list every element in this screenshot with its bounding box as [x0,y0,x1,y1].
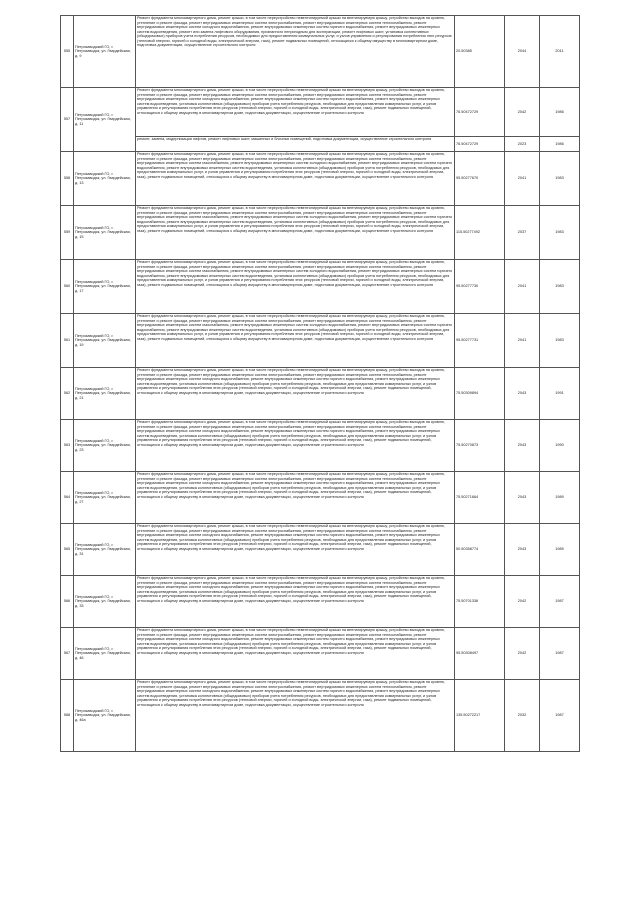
cost-cell: 95.50277670 [455,152,505,206]
build-year-cell: 1983 [540,206,580,260]
cost-cell: 115.50277492 [455,206,505,260]
work-description-cell: Ремонт фундамента многоквартирного дома, ремонт крыши, в том числе переустройство невентилируемой крыши на вентилируемую крышу, устройство выходов на кровлю, утепление и ремонт фасада, ремонт внутридомовых инженерных систем электроснабжения, ремонт внутридомовых инженерных систем теплоснабжения, ремонт внутридомовых инженерных систем холодного водоснабжения, ремонт внутридомовых инженерных систем горячего водоснабжения, ремонт внутридомовых инженерных систем водоотведения, установка коллективных (общедомовых) приборов учета потребления ресурсов, необходимых для предоставления коммунальных услуг, и узлов управления и регулирования потребления этих ресурсов (тепловой энергии, горячей и холодной воды, электрической энергии, газа), ремонт подвальных помещений, относящихся к общему имуществу в многоквартирном доме, подготовка документации, осуществление строительного контроля [136,420,455,472]
planned-year-cell: 2042 [505,576,540,628]
cost-cell: 50.50358774 [455,524,505,576]
address-cell: Петрозаводский ГО, г. Петрозаводск, ул. Гвардейская, д. 17 [74,260,136,314]
build-year-cell: 1990 [540,420,580,472]
row-number: 561 [61,314,74,368]
table-row [61,420,580,472]
planned-year-cell: 2041 [505,260,540,314]
work-description-cell: Ремонт фундамента многоквартирного дома, ремонт крыши, в том числе переустройство невентилируемой крыши на вентилируемую крышу, устройство выходов на кровлю, утепление и ремонт фасада, ремонт внутридомовых инженерных систем электроснабжения, ремонт внутридомовых инженерных систем теплоснабжения, ремонт внутридомовых инженерных систем холодного водоснабжения, ремонт внутридомовых инженерных систем горячего водоснабжения, ремонт внутридомовых инженерных систем водоотведения, ремонт или замена лифтового оборудования, признанного непригодным для эксплуатации, ремонт лифтовых шахт, установка коллективных (общедомовых) приборов учета потребления ресурсов, необходимых для предоставления коммунальных услуг, и узлов управления и регулирования потребления этих ресурсов (тепловой энергии, горячей и холодной воды, электрической энергии, газа), ремонт подвальных помещений, относящихся к общему имуществу в многоквартирном доме, подготовка документации, осуществление строительного контроля [136,16,455,88]
work-description-cell: Ремонт фундамента многоквартирного дома, ремонт крыши, в том числе переустройство невентилируемой крыши на вентилируемую крышу, устройство выходов на кровлю, утепление и ремонт фасада, ремонт внутридомовых инженерных систем электроснабжения, ремонт внутридомовых инженерных систем теплоснабжения, ремонт внутридомовых инженерных систем газоснабжения, ремонт внутридомовых инженерных систем холодного водоснабжения, ремонт внутридомовых инженерных систем горячего водоснабжения, ремонт внутридомовых инженерных систем водоотведения, установка коллективных (общедомовых) приборов учета потребления ресурсов, необходимых для предоставления коммунальных услуг, и узлов управления и регулирования потребления этих ресурсов (тепловой энергии, горячей и холодной воды, электрической энергии, газа), ремонт подвальных помещений, относящихся к общему имуществу в многоквартирном доме, подготовка документации, осуществление строительного контроля [136,152,455,206]
cost-cell: 75.50701336 [455,576,505,628]
cost-cell: 76.50472729 [455,88,505,137]
planned-year-cell: 2041 [505,152,540,206]
row-number: 555 [61,16,74,88]
row-number: 564 [61,472,74,524]
cost-cell: 135.50272217 [455,680,505,752]
build-year-cell: 1986 [540,137,580,152]
row-number: 565 [61,524,74,576]
work-description-cell: Ремонт фундамента многоквартирного дома, ремонт крыши, в том числе переустройство невентилируемой крыши на вентилируемую крышу, устройство выходов на кровлю, утепление и ремонт фасада, ремонт внутридомовых инженерных систем электроснабжения, ремонт внутридомовых инженерных систем теплоснабжения, ремонт внутридомовых инженерных систем холодного водоснабжения, ремонт внутридомовых инженерных систем горячего водоснабжения, ремонт внутридомовых инженерных систем водоотведения, установка коллективных (общедомовых) приборов учета потребления ресурсов, необходимых для предоставления коммунальных услуг, и узлов управления и регулирования потребления этих ресурсов (тепловой энергии, горячей и холодной воды, электрической энергии, газа), ремонт подвальных помещений, относящихся к общему имуществу в многоквартирном доме, подготовка документации, осуществление строительного контроля [136,628,455,680]
planned-year-cell: 2037 [505,206,540,260]
row-number: 557 [61,88,74,152]
build-year-cell: 1991 [540,368,580,420]
table-row [61,152,580,206]
table-row [61,628,580,680]
work-description-cell: Ремонт фундамента многоквартирного дома, ремонт крыши, в том числе переустройство невентилируемой крыши на вентилируемую крышу, устройство выходов на кровлю, утепление и ремонт фасада, ремонт внутридомовых инженерных систем электроснабжения, ремонт внутридомовых инженерных систем теплоснабжения, ремонт внутридомовых инженерных систем холодного водоснабжения, ремонт внутридомовых инженерных систем горячего водоснабжения, ремонт внутридомовых инженерных систем водоотведения, установка коллективных (общедомовых) приборов учета потребления ресурсов, необходимых для предоставления коммунальных услуг, и узлов управления и регулирования потребления этих ресурсов (тепловой энергии, горячей и холодной воды, электрической энергии, газа), ремонт подвальных помещений, относящихся к общему имуществу в многоквартирном доме, подготовка документации, осуществление строительного контроля [136,680,455,752]
address-cell: Петрозаводский ГО, г. Петрозаводск, ул. Гвардейская, д. 15 [74,206,136,260]
row-number: 558 [61,152,74,206]
work-description-cell: Ремонт фундамента многоквартирного дома, ремонт крыши, в том числе переустройство невентилируемой крыши на вентилируемую крышу, устройство выходов на кровлю, утепление и ремонт фасада, ремонт внутридомовых инженерных систем электроснабжения, ремонт внутридомовых инженерных систем теплоснабжения, ремонт внутридомовых инженерных систем газоснабжения, ремонт внутридомовых инженерных систем холодного водоснабжения, ремонт внутридомовых инженерных систем горячего водоснабжения, ремонт внутридомовых инженерных систем водоотведения, установка коллективных (общедомовых) приборов учета потребления ресурсов, необходимых для предоставления коммунальных услуг, и узлов управления и регулирования потребления этих ресурсов (тепловой энергии, горячей и холодной воды, электрической энергии, газа), ремонт подвальных помещений, относящихся к общему имуществу в многоквартирном доме, подготовка документации, осуществление строительного контроля [136,314,455,368]
planned-year-cell: 2042 [505,628,540,680]
address-cell: Петрозаводский ГО, г. Петрозаводск, ул. Гвардейская, д. 21 [74,368,136,420]
build-year-cell: 1986 [540,88,580,137]
table-row [61,16,580,88]
build-year-cell: 1987 [540,576,580,628]
work-description-cell: Ремонт фундамента многоквартирного дома, ремонт крыши, в том числе переустройство невентилируемой крыши на вентилируемую крышу, устройство выходов на кровлю, утепление и ремонт фасада, ремонт внутридомовых инженерных систем электроснабжения, ремонт внутридомовых инженерных систем теплоснабжения, ремонт внутридомовых инженерных систем холодного водоснабжения, ремонт внутридомовых инженерных систем горячего водоснабжения, ремонт внутридомовых инженерных систем водоотведения, установка коллективных (общедомовых) приборов учета потребления ресурсов, необходимых для предоставления коммунальных услуг, и узлов управления и регулирования потребления этих ресурсов (тепловой энергии, горячей и холодной воды, электрической энергии, газа), ремонт подвальных помещений, относящихся к общему имуществу в многоквартирном доме, подготовка документации, осуществление строительного контроля [136,524,455,576]
table-row [61,88,580,137]
work-description-cell: ремонт, замена, модернизация лифтов, ремонт лифтовых шахт, машинных и блочных помещений, подготовка документации, осуществление строительного контроля [136,137,455,152]
work-description-cell: Ремонт фундамента многоквартирного дома, ремонт крыши, в том числе переустройство невентилируемой крыши на вентилируемую крышу, устройство выходов на кровлю, утепление и ремонт фасада, ремонт внутридомовых инженерных систем электроснабжения, ремонт внутридомовых инженерных систем теплоснабжения, ремонт внутридомовых инженерных систем холодного водоснабжения, ремонт внутридомовых инженерных систем горячего водоснабжения, ремонт внутридомовых инженерных систем водоотведения, установка коллективных (общедомовых) приборов учета потребления ресурсов, необходимых для предоставления коммунальных услуг, и узлов управления и регулирования потребления этих ресурсов (тепловой энергии, горячей и холодной воды, электрической энергии, газа), ремонт подвальных помещений, относящихся к общему имуществу в многоквартирном доме, подготовка документации, осуществление строительного контроля [136,368,455,420]
planned-year-cell: 2044 [505,16,540,88]
address-cell: Петрозаводский ГО, г. Петрозаводск, ул. Гвардейская, д. 46 [74,628,136,680]
address-cell: Петрозаводский ГО, г. Петрозаводск, ул. Гвардейская, д. 13 [74,152,136,206]
address-cell: Петрозаводский ГО, г. Петрозаводск, ул. Гвардейская, д. 11 [74,88,136,152]
cost-cell: 75.50309894 [455,368,505,420]
table-row [61,472,580,524]
row-number: 560 [61,260,74,314]
row-number: 566 [61,576,74,628]
build-year-cell: 1989 [540,472,580,524]
planned-year-cell: 2041 [505,314,540,368]
table-row [61,137,580,152]
cost-cell: 75.50271664 [455,472,505,524]
table-row [61,260,580,314]
work-description-cell: Ремонт фундамента многоквартирного дома, ремонт крыши, в том числе переустройство невентилируемой крыши на вентилируемую крышу, устройство выходов на кровлю, утепление и ремонт фасада, ремонт внутридомовых инженерных систем электроснабжения, ремонт внутридомовых инженерных систем теплоснабжения, ремонт внутридомовых инженерных систем холодного водоснабжения, ремонт внутридомовых инженерных систем горячего водоснабжения, ремонт внутридомовых инженерных систем водоотведения, установка коллективных (общедомовых) приборов учета потребления ресурсов, необходимых для предоставления коммунальных услуг, и узлов управления и регулирования потребления этих ресурсов (тепловой энергии, горячей и холодной воды, электрической энергии, газа), ремонт подвальных помещений, относящихся к общему имуществу в многоквартирном доме, подготовка документации, осуществление строительного контроля [136,576,455,628]
row-number: 563 [61,420,74,472]
row-number: 562 [61,368,74,420]
cost-cell: 95.50277731 [455,314,505,368]
cost-cell: 75.50270873 [455,420,505,472]
address-cell: Петрозаводский ГО, г. Петрозаводск, ул. Гвардейская, д. 19 [74,314,136,368]
address-cell: Петрозаводский ГО, г. Петрозаводск, ул. Гвардейская, д. 27 [74,472,136,524]
planned-year-cell: 2043 [505,368,540,420]
address-cell: Петрозаводский ГО, г. Петрозаводск, ул. Гвардейская, д. 46а [74,680,136,752]
planned-year-cell: 2043 [505,420,540,472]
planned-year-cell: 2043 [505,524,540,576]
address-cell: Петрозаводский ГО, г. Петрозаводск, ул. Гвардейская, д. 9 [74,16,136,88]
address-cell: Петрозаводский ГО, г. Петрозаводск, ул. Гвардейская, д. 31 [74,524,136,576]
table-row [61,524,580,576]
table-row [61,368,580,420]
table-row [61,206,580,260]
planned-year-cell: 2032 [505,680,540,752]
build-year-cell: 1987 [540,628,580,680]
build-year-cell: 1989 [540,524,580,576]
build-year-cell: 1983 [540,314,580,368]
housing-repair-table [60,15,580,752]
work-description-cell: Ремонт фундамента многоквартирного дома, ремонт крыши, в том числе переустройство невентилируемой крыши на вентилируемую крышу, устройство выходов на кровлю, утепление и ремонт фасада, ремонт внутридомовых инженерных систем электроснабжения, ремонт внутридомовых инженерных систем теплоснабжения, ремонт внутридомовых инженерных систем холодного водоснабжения, ремонт внутридомовых инженерных систем горячего водоснабжения, ремонт внутридомовых инженерных систем водоотведения, установка коллективных (общедомовых) приборов учета потребления ресурсов, необходимых для предоставления коммунальных услуг, и узлов управления и регулирования потребления этих ресурсов (тепловой энергии, горячей и холодной воды, электрической энергии, газа), ремонт подвальных помещений, относящихся к общему имуществу в многоквартирном доме, подготовка документации, осуществление строительного контроля [136,472,455,524]
planned-year-cell: 2042 [505,88,540,137]
row-number: 567 [61,628,74,680]
cost-cell: 95.50277730 [455,260,505,314]
cost-cell: 95.50308497 [455,628,505,680]
planned-year-cell: 2043 [505,472,540,524]
build-year-cell: 1983 [540,152,580,206]
build-year-cell: 1983 [540,260,580,314]
work-description-cell: Ремонт фундамента многоквартирного дома, ремонт крыши, в том числе переустройство невентилируемой крыши на вентилируемую крышу, устройство выходов на кровлю, утепление и ремонт фасада, ремонт внутридомовых инженерных систем электроснабжения, ремонт внутридомовых инженерных систем теплоснабжения, ремонт внутридомовых инженерных систем газоснабжения, ремонт внутридомовых инженерных систем холодного водоснабжения, ремонт внутридомовых инженерных систем горячего водоснабжения, ремонт внутридомовых инженерных систем водоотведения, установка коллективных (общедомовых) приборов учета потребления ресурсов, необходимых для предоставления коммунальных услуг, и узлов управления и регулирования потребления этих ресурсов (тепловой энергии, горячей и холодной воды, электрической энергии, газа), ремонт подвальных помещений, относящихся к общему имуществу в многоквартирном доме, подготовка документации, осуществление строительного контроля [136,260,455,314]
row-number: 568 [61,680,74,752]
cost-cell: 76.50472729 [455,137,505,152]
address-cell: Петрозаводский ГО, г. Петрозаводск, ул. Гвардейская, д. 23 [74,420,136,472]
row-number: 559 [61,206,74,260]
work-description-cell: Ремонт фундамента многоквартирного дома, ремонт крыши, в том числе переустройство невентилируемой крыши на вентилируемую крышу, устройство выходов на кровлю, утепление и ремонт фасада, ремонт внутридомовых инженерных систем электроснабжения, ремонт внутридомовых инженерных систем теплоснабжения, ремонт внутридомовых инженерных систем холодного водоснабжения, ремонт внутридомовых инженерных систем горячего водоснабжения, ремонт внутридомовых инженерных систем водоотведения, установка коллективных (общедомовых) приборов учета потребления ресурсов, необходимых для предоставления коммунальных услуг, и узлов управления и регулирования потребления этих ресурсов (тепловой энергии, горячей и холодной воды, электрической энергии, газа), ремонт подвальных помещений, относящихся к общему имуществу в многоквартирном доме, подготовка документации, осуществление строительного контроля [136,88,455,137]
table-row [61,576,580,628]
table-row [61,314,580,368]
work-description-cell: Ремонт фундамента многоквартирного дома, ремонт крыши, в том числе переустройство невентилируемой крыши на вентилируемую крышу, устройство выходов на кровлю, утепление и ремонт фасада, ремонт внутридомовых инженерных систем электроснабжения, ремонт внутридомовых инженерных систем теплоснабжения, ремонт внутридомовых инженерных систем газоснабжения, ремонт внутридомовых инженерных систем холодного водоснабжения, ремонт внутридомовых инженерных систем горячего водоснабжения, ремонт внутридомовых инженерных систем водоотведения, установка коллективных (общедомовых) приборов учета потребления ресурсов, необходимых для предоставления коммунальных услуг, и узлов управления и регулирования потребления этих ресурсов (тепловой энергии, горячей и холодной воды, электрической энергии, газа), ремонт подвальных помещений, относящихся к общему имуществу в многоквартирном доме, подготовка документации, осуществление строительного контроля [136,206,455,260]
address-cell: Петрозаводский ГО, г. Петрозаводск, ул. Гвардейская, д. 33 [74,576,136,628]
planned-year-cell: 2023 [505,137,540,152]
table-body [61,16,580,752]
build-year-cell: 2011 [540,16,580,88]
table-row [61,680,580,752]
cost-cell: 20.50385 [455,16,505,88]
build-year-cell: 1987 [540,680,580,752]
